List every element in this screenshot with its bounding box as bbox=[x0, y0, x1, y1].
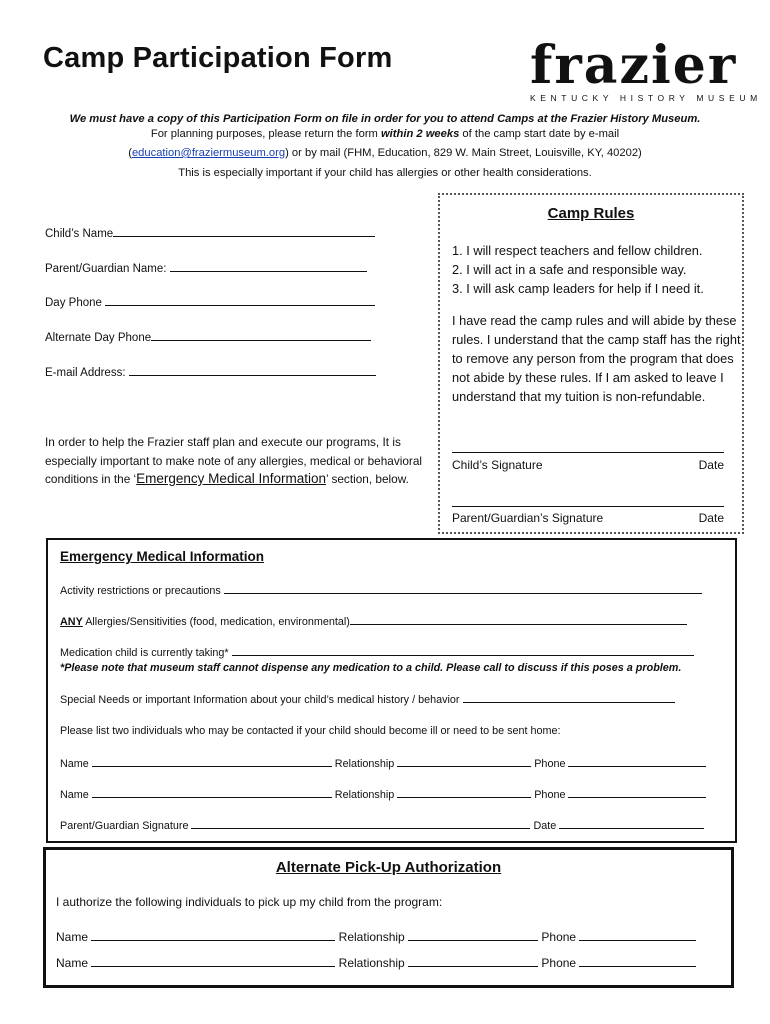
contact-relationship-blank[interactable] bbox=[397, 757, 531, 767]
allergies-field[interactable] bbox=[60, 615, 687, 628]
alt-phone-field[interactable] bbox=[45, 331, 371, 344]
day-phone-label: Day Phone bbox=[45, 297, 106, 309]
email-field[interactable] bbox=[45, 366, 376, 379]
intro-planning-text-end: of the camp start date by e-mail bbox=[459, 128, 620, 140]
allergies-any: ANY bbox=[60, 616, 83, 628]
parent-signature-line[interactable] bbox=[452, 506, 724, 507]
camp-rules-title: Camp Rules bbox=[547, 205, 635, 222]
pickup-name-blank[interactable] bbox=[91, 931, 335, 941]
contact-phone-label: Phone bbox=[531, 758, 569, 770]
email-label: E-mail Address: bbox=[45, 367, 129, 379]
contact-name-label: Name bbox=[60, 789, 92, 801]
alt-phone-label: Alternate Day Phone bbox=[45, 332, 152, 344]
mail-address: ) or by mail (FHM, Education, 829 W. Main Street, Louisville, KY, 40202) bbox=[285, 147, 642, 159]
page-title: Camp Participation Form bbox=[43, 42, 393, 74]
paren-open: ( bbox=[128, 147, 132, 159]
medical-title: Emergency Medical Information bbox=[60, 549, 265, 564]
parent-signature-label bbox=[452, 511, 724, 525]
allergy-note bbox=[45, 433, 430, 489]
parent-name-field[interactable] bbox=[45, 262, 367, 275]
contact-phone-blank[interactable] bbox=[568, 757, 706, 767]
contact-name-label: Name bbox=[60, 758, 92, 770]
frazier-logo bbox=[530, 35, 762, 103]
activity-label: Activity restrictions or precautions bbox=[60, 585, 224, 597]
allergy-note-emphasis: Emergency Medical Information bbox=[136, 471, 326, 486]
child-name-blank[interactable] bbox=[113, 227, 375, 237]
child-signature-text: Child’s Signature bbox=[452, 458, 543, 472]
allergy-note-text-end: ’ section, below. bbox=[326, 472, 409, 486]
contact-row[interactable] bbox=[60, 788, 706, 801]
child-name-label: Child’s Name bbox=[45, 228, 114, 240]
pickup-authorization-section bbox=[43, 847, 734, 988]
logo-subtitle: KENTUCKY HISTORY MUSEUM bbox=[530, 93, 762, 103]
day-phone-blank[interactable] bbox=[105, 296, 375, 306]
medication-blank[interactable] bbox=[232, 646, 694, 656]
medication-field[interactable] bbox=[60, 646, 694, 659]
rule-item: 1. I will respect teachers and fellow children. bbox=[452, 243, 703, 258]
pickup-relationship-blank[interactable] bbox=[408, 931, 538, 941]
intro-planning-text: For planning purposes, please return the form bbox=[150, 128, 381, 140]
medical-parent-signature[interactable] bbox=[60, 819, 704, 832]
intro-requirement: We must have a copy of this Participation Form on file in order for you to attend Camps at the Frazier History Museum. bbox=[69, 113, 701, 125]
medical-date-blank[interactable] bbox=[559, 819, 704, 829]
parent-name-blank[interactable] bbox=[170, 262, 367, 272]
contact-relationship-label: Relationship bbox=[331, 758, 398, 770]
email-link[interactable]: education@fraziermuseum.org bbox=[131, 147, 286, 159]
activity-field[interactable] bbox=[60, 584, 702, 597]
pickup-name-label: Name bbox=[56, 930, 92, 944]
pickup-row[interactable] bbox=[56, 930, 696, 944]
pickup-phone-blank[interactable] bbox=[579, 931, 696, 941]
pickup-phone-blank[interactable] bbox=[579, 957, 696, 967]
pickup-name-label: Name bbox=[56, 956, 92, 970]
contact-relationship-blank[interactable] bbox=[397, 788, 531, 798]
pickup-row[interactable] bbox=[56, 956, 696, 970]
medical-parent-sig-blank[interactable] bbox=[191, 819, 530, 829]
day-phone-field[interactable] bbox=[45, 296, 375, 309]
allergies-blank[interactable] bbox=[350, 615, 687, 625]
medical-parent-sig-label: Parent/Guardian Signature bbox=[60, 820, 192, 832]
logo-wordmark: frazier bbox=[530, 35, 738, 96]
intro-health-note: This is especially important if your child has allergies or other health considerations. bbox=[178, 167, 592, 179]
child-name-field[interactable] bbox=[45, 227, 375, 240]
rules-agreement: I have read the camp rules and will abide by these rules. I understand that the camp staff has the right to remove any person from the program that does not abide by these rules. If I am asked to leave I understand that my tuition is non-refundable. bbox=[452, 313, 741, 404]
child-signature-line[interactable] bbox=[452, 452, 724, 453]
pickup-intro: I authorize the following individuals to pick up my child from the program: bbox=[56, 895, 443, 909]
special-needs-blank[interactable] bbox=[463, 693, 675, 703]
pickup-relationship-label: Relationship bbox=[335, 930, 409, 944]
medication-warning: *Please note that museum staff cannot dispense any medication to a child. Please call to discuss if this poses a problem. bbox=[60, 662, 682, 674]
intro-contact bbox=[20, 144, 750, 163]
pickup-title: Alternate Pick-Up Authorization bbox=[275, 859, 502, 876]
rule-item: 3. I will ask camp leaders for help if I need it. bbox=[452, 281, 704, 296]
contact-row[interactable] bbox=[60, 757, 706, 770]
pickup-phone-label: Phone bbox=[538, 956, 580, 970]
contact-phone-label: Phone bbox=[531, 789, 569, 801]
activity-blank[interactable] bbox=[224, 584, 702, 594]
contact-name-blank[interactable] bbox=[92, 757, 332, 767]
contact-name-blank[interactable] bbox=[92, 788, 332, 798]
intro-planning bbox=[20, 125, 750, 144]
medication-label: Medication child is currently taking* bbox=[60, 647, 232, 659]
camp-rules-list bbox=[452, 241, 704, 298]
parent-signature-date: Date bbox=[698, 511, 724, 525]
contact-relationship-label: Relationship bbox=[331, 789, 398, 801]
pickup-relationship-label: Relationship bbox=[335, 956, 409, 970]
pickup-relationship-blank[interactable] bbox=[408, 957, 538, 967]
allergy-note-text: In order to help the Frazier staff plan and execute our programs, It is especially important to make note of any allergies, medical or behavioral conditions in the ‘ bbox=[45, 435, 423, 486]
rule-item: 2. I will act in a safe and responsible way. bbox=[452, 262, 687, 277]
child-signature-date: Date bbox=[698, 458, 724, 472]
intro-deadline: within 2 weeks bbox=[380, 128, 460, 140]
alt-phone-blank[interactable] bbox=[151, 331, 371, 341]
allergies-label: Allergies/Sensitivities (food, medication, environmental) bbox=[82, 616, 350, 628]
emergency-medical-section bbox=[46, 538, 737, 843]
pickup-phone-label: Phone bbox=[538, 930, 580, 944]
special-needs-label: Special Needs or important Information about your child’s medical history / behavior bbox=[60, 694, 463, 706]
contact-phone-blank[interactable] bbox=[568, 788, 706, 798]
medical-date-label: Date bbox=[530, 820, 560, 832]
special-needs-field[interactable] bbox=[60, 693, 675, 706]
camp-rules-box bbox=[438, 193, 744, 534]
contacts-intro: Please list two individuals who may be contacted if your child should become ill or need to be sent home: bbox=[60, 725, 561, 737]
parent-signature-text: Parent/Guardian’s Signature bbox=[452, 511, 604, 525]
child-signature-label bbox=[452, 458, 724, 472]
parent-name-label: Parent/Guardian Name: bbox=[45, 263, 170, 275]
pickup-name-blank[interactable] bbox=[91, 957, 335, 967]
email-blank[interactable] bbox=[129, 366, 376, 376]
